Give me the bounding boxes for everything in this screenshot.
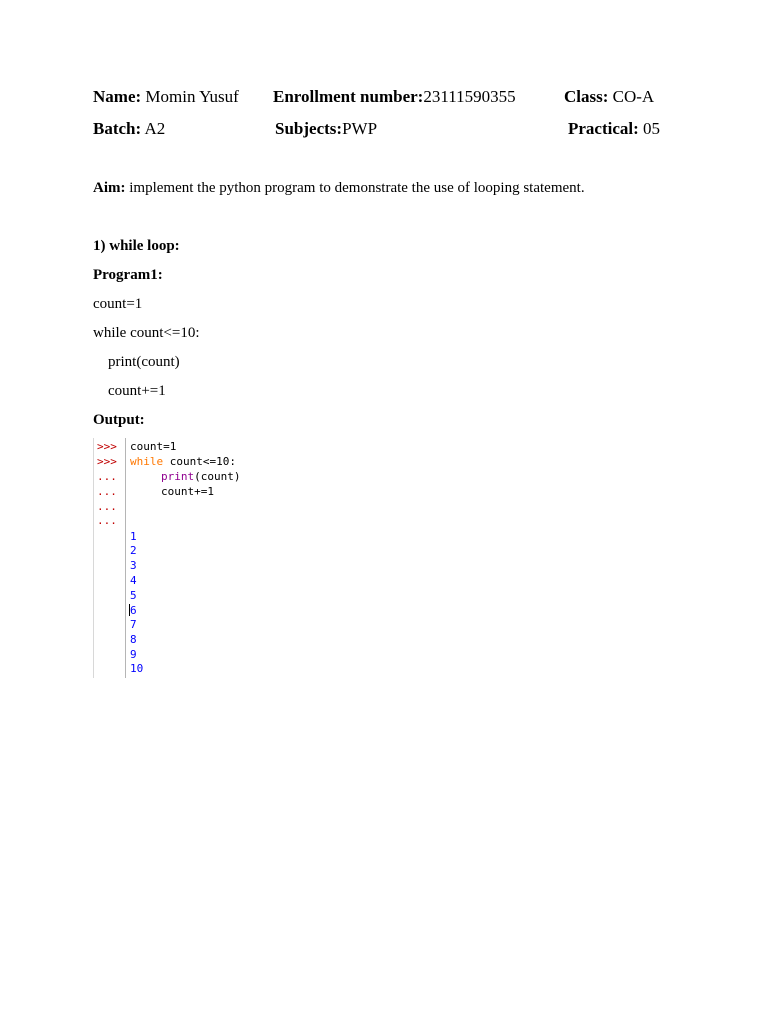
shell-code-line: count+=1 [161,485,214,498]
class-label: Class: [564,87,609,106]
shell-output-value: 6 [130,604,137,617]
code-text: count<= [163,455,217,468]
shell-output-line: 3 [130,559,137,572]
shell-output-line [129,604,137,619]
shell-output-line: 10 [130,662,144,675]
batch-label: Batch: [93,119,142,138]
subjects-value: PWP [342,119,378,138]
code-line: print(count) [108,354,180,370]
shell-output-line: 7 [130,618,137,631]
practical-label: Practical: [568,119,639,138]
enrollment-label: Enrollment number: [273,87,424,106]
shell-code-line [161,470,240,485]
name-label: Name: [93,87,142,106]
batch-value: A2 [144,119,166,138]
subjects-label: Subjects: [275,119,343,138]
shell-output-line: 2 [130,544,137,557]
name-value: Momin Yusuf [145,87,239,106]
section-heading: 1) while loop: [93,238,180,254]
shell-prompt: >>> [97,440,117,453]
shell-output-line: 9 [130,648,137,661]
code-text: (count) [194,470,241,483]
keyword-while: while [130,455,164,468]
builtin-print: print [161,470,195,483]
shell-output-line: 5 [130,589,137,602]
class-value: CO-A [612,87,655,106]
code-line: count+=1 [108,383,166,399]
aim-text: implement the python program to demonstrate the use of looping statement. [129,180,585,196]
subjects-field [275,119,377,139]
output-label: Output: [93,412,145,428]
shell-output-line: 4 [130,574,137,587]
enrollment-value: 23111590355 [423,87,516,106]
program-label: Program1: [93,267,163,283]
shell-output-line: 8 [130,633,137,646]
class-field [564,87,654,107]
code-text: : [229,455,236,468]
shell-prompt: ... [97,500,117,513]
code-number: 10 [216,455,230,468]
practical-value: 05 [643,119,661,138]
batch-field [93,119,165,139]
name-field [93,87,239,107]
shell-prompt: ... [97,514,117,527]
practical-field [568,119,660,139]
shell-code-line: count=1 [130,440,177,453]
code-line: while count<=10: [93,325,200,341]
shell-prompt: >>> [97,455,117,468]
shell-prompt: ... [97,485,117,498]
shell-prompt: ... [97,470,117,483]
code-line: count=1 [93,296,143,312]
shell-output-line: 1 [130,530,137,543]
shell-code-line [130,455,236,470]
aim-label: Aim: [93,180,126,196]
aim-line [93,180,585,197]
enrollment-field [273,87,516,107]
shell-output-screenshot [93,438,263,678]
